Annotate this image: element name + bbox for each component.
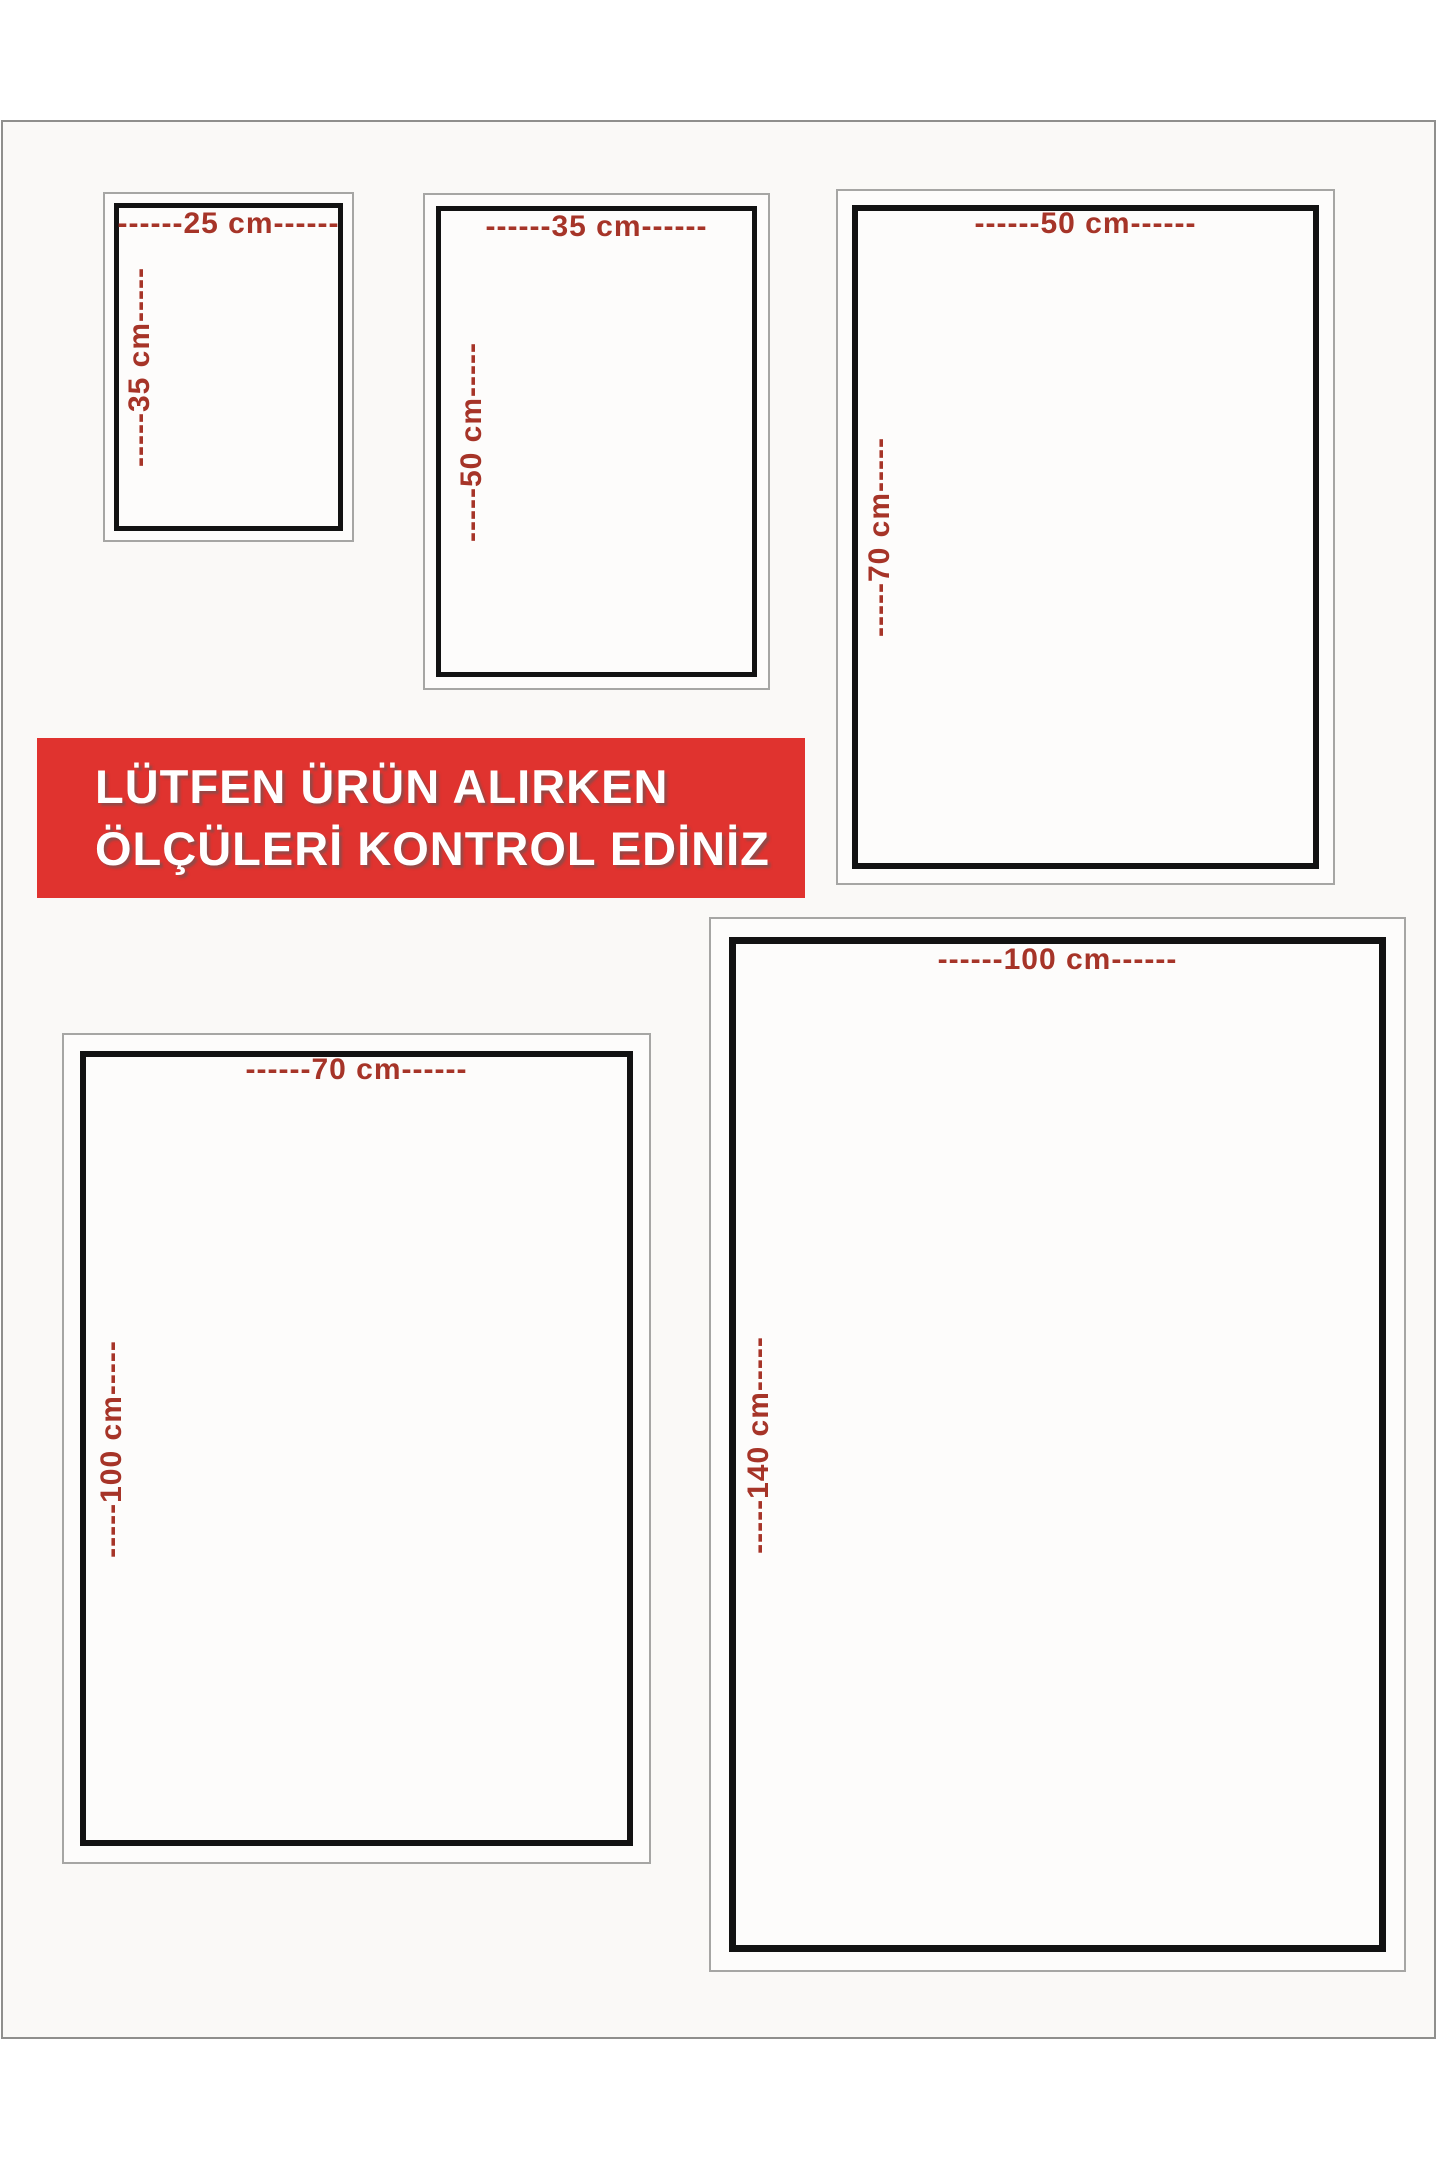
size-box-25x35 <box>103 192 354 542</box>
height-dimension-label-35cm: -----35 cm----- <box>123 267 156 467</box>
size-box-50x70-frame <box>852 205 1319 869</box>
width-dimension-label-50cm: ------50 cm------ <box>974 207 1197 240</box>
width-dimension-label-70cm: ------70 cm------ <box>245 1053 468 1086</box>
height-dimension-label-70cm: -----70 cm----- <box>863 437 896 637</box>
width-dimension-label-100cm: ------100 cm------ <box>937 943 1178 976</box>
width-dimension-label-35cm: ------35 cm------ <box>485 210 708 243</box>
height-dimension-label-100cm: -----100 cm----- <box>95 1339 128 1558</box>
width-dimension-label-25cm: ------25 cm------ <box>117 207 340 240</box>
height-dimension-label-50cm: -----50 cm----- <box>455 341 488 542</box>
size-box-100x140 <box>709 917 1406 1972</box>
warning-banner-line1: LÜTFEN ÜRÜN ALIRKEN <box>95 760 669 813</box>
size-box-100x140-frame <box>729 937 1386 1952</box>
height-dimension-label-140cm: -----140 cm----- <box>742 1335 775 1554</box>
size-box-70x100 <box>62 1033 651 1864</box>
size-box-35x50 <box>423 193 770 690</box>
size-box-50x70 <box>836 189 1335 885</box>
warning-banner <box>37 738 805 898</box>
warning-banner-line2: ÖLÇÜLERİ KONTROL EDİNİZ <box>95 822 770 875</box>
size-box-70x100-frame <box>80 1051 633 1846</box>
